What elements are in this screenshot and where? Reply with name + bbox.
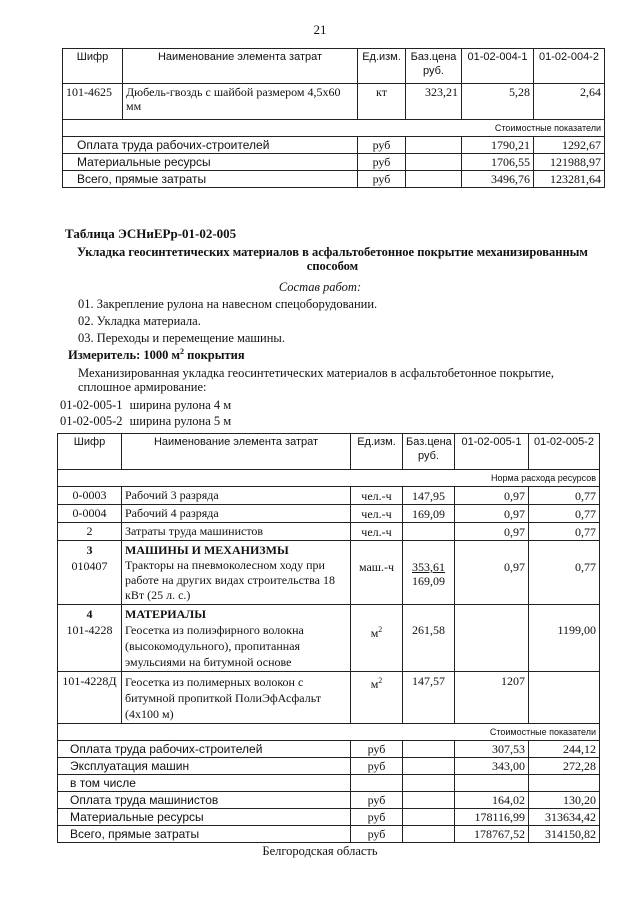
col-v1-header: 01-02-004-1	[462, 49, 534, 84]
total-v2: 272,28	[529, 758, 600, 775]
row-price: 261,58	[403, 605, 455, 672]
work-step: 02. Укладка материала.	[78, 314, 201, 328]
col-price-header: Баз.цена руб.	[403, 434, 455, 470]
total-row	[58, 775, 600, 792]
row-code: 0-0003	[58, 487, 122, 505]
variant-code: 01-02-005-2	[60, 414, 123, 428]
variant-text: ширина рулона 5 м	[129, 414, 232, 428]
total-row	[63, 137, 605, 154]
row-v1: 0,97	[455, 487, 529, 505]
meter-sup: 2	[180, 347, 185, 356]
unit-sup: 2	[378, 625, 383, 634]
row-v2: 0,77	[529, 505, 600, 523]
row-unit	[351, 672, 403, 724]
row-name: Рабочий 4 разряда	[122, 505, 351, 523]
total-v2: 121988,97	[534, 154, 605, 171]
composition-label: Состав работ:	[278, 280, 362, 294]
col-name-header: Наименование элемента затрат	[123, 49, 358, 84]
unit-text: м	[370, 626, 379, 640]
footer-region: Белгородская область	[262, 844, 378, 858]
table-row	[58, 487, 600, 505]
col-v2-header: 01-02-005-2	[529, 434, 600, 470]
total-label: Оплата труда рабочих-строителей	[58, 741, 351, 758]
row-v2: 2,64	[534, 84, 605, 120]
table-row	[58, 605, 600, 672]
total-row	[58, 809, 600, 826]
row-name-group	[122, 541, 351, 605]
row-v2: 0,77	[529, 523, 600, 541]
total-label: в том числе	[58, 775, 351, 792]
row-code: 101-4228	[66, 623, 113, 637]
row-v1: 0,97	[455, 541, 529, 605]
col-code-header: Шифр	[63, 49, 123, 84]
page-number: 21	[313, 22, 327, 37]
resource-table-2	[57, 433, 600, 843]
row-name: Тракторы на пневмоколесном ходу при работе на других видах строительства 18 кВт (25 л. с.)	[125, 558, 335, 602]
row-name: Рабочий 3 разряда	[122, 487, 351, 505]
table-header-row	[63, 49, 605, 84]
cost-label-row	[58, 724, 600, 741]
total-unit: руб	[358, 137, 406, 154]
row-name: Геосетка из полимерных волокон с битумной пропиткой ПолиЭфАсфальт (4х100 м)	[122, 672, 351, 724]
total-row	[63, 154, 605, 171]
col-code-header: Шифр	[58, 434, 122, 470]
col-name-header: Наименование элемента затрат	[122, 434, 351, 470]
row-code: 101-4228Д	[58, 672, 122, 724]
total-label: Материальные ресурсы	[63, 154, 358, 171]
row-code: 010407	[71, 559, 108, 573]
row-code-group	[58, 541, 122, 605]
row-unit: чел.-ч	[351, 523, 403, 541]
meter-label	[68, 347, 245, 363]
variant-code: 01-02-005-1	[60, 398, 123, 412]
row-v1: 5,28	[462, 84, 534, 120]
table-row	[58, 505, 600, 523]
norm-label: Норма расхода ресурсов	[58, 470, 600, 487]
row-unit: чел.-ч	[351, 487, 403, 505]
col-price-header: Баз.цена руб.	[406, 49, 462, 84]
total-label: Всего, прямые затраты	[58, 826, 351, 843]
group-code: 3	[86, 543, 93, 557]
unit-sup: 2	[378, 676, 383, 685]
variant-text: ширина рулона 4 м	[129, 398, 232, 412]
total-unit: руб	[358, 171, 406, 188]
meter-text: Измеритель: 1000 м	[68, 348, 181, 363]
total-v1: 307,53	[455, 741, 529, 758]
row-v1	[455, 605, 529, 672]
total-row	[63, 171, 605, 188]
total-v1: 164,02	[455, 792, 529, 809]
row-v2: 0,77	[529, 487, 600, 505]
table-row	[63, 84, 605, 120]
total-v2: 130,20	[529, 792, 600, 809]
row-code: 0-0004	[58, 505, 122, 523]
total-unit: руб	[351, 792, 403, 809]
row-unit: чел.-ч	[351, 505, 403, 523]
total-v1: 1790,21	[462, 137, 534, 154]
total-v2: 123281,64	[534, 171, 605, 188]
total-unit: руб	[351, 809, 403, 826]
group-heading: МАШИНЫ И МЕХАНИЗМЫ	[125, 543, 289, 557]
row-name-group	[122, 605, 351, 672]
row-name: Геосетка из полиэфирного волокна (высокомодульного), пропитанная эмульсиями на битумной основе	[125, 623, 304, 669]
row-v2	[529, 672, 600, 724]
section-subtitle: Укладка геосинтетических материалов в асфальтобетонное покрытие механизированным способом	[77, 245, 588, 273]
resource-table-1	[62, 48, 605, 188]
row-v2: 0,77	[529, 541, 600, 605]
row-code-group	[58, 605, 122, 672]
row-v1: 1207	[455, 672, 529, 724]
table-row	[58, 541, 600, 605]
total-unit: руб	[351, 741, 403, 758]
row-name: Дюбель-гвоздь с шайбой размером 4,5х60 мм	[123, 84, 358, 120]
cost-indicators-label: Стоимостные показатели	[63, 120, 605, 137]
row-price: 169,09	[412, 574, 445, 588]
total-v2: 244,12	[529, 741, 600, 758]
col-v2-header: 01-02-004-2	[534, 49, 605, 84]
row-price-group	[403, 541, 455, 605]
row-v1: 0,97	[455, 523, 529, 541]
col-unit-header: Ед.изм.	[351, 434, 403, 470]
total-unit: руб	[358, 154, 406, 171]
cost-indicators-label: Стоимостные показатели	[58, 724, 600, 741]
total-label: Материальные ресурсы	[58, 809, 351, 826]
total-unit: руб	[351, 758, 403, 775]
row-price: 353,61	[412, 560, 445, 574]
row-price: 323,21	[406, 84, 462, 120]
total-v1: 343,00	[455, 758, 529, 775]
row-unit: кт	[358, 84, 406, 120]
total-row	[58, 758, 600, 775]
total-row	[58, 826, 600, 843]
norm-label-row	[58, 470, 600, 487]
row-code: 2	[58, 523, 122, 541]
row-name: Затраты труда машинистов	[122, 523, 351, 541]
total-label: Всего, прямые затраты	[63, 171, 358, 188]
group-code: 4	[86, 607, 93, 621]
unit-text: м	[370, 677, 379, 691]
total-v2: 314150,82	[529, 826, 600, 843]
table-header-row	[58, 434, 600, 470]
total-v1: 3496,76	[462, 171, 534, 188]
row-unit	[351, 605, 403, 672]
row-price: 147,57	[403, 672, 455, 724]
total-v2: 313634,42	[529, 809, 600, 826]
variant-line	[60, 398, 231, 413]
total-unit: руб	[351, 826, 403, 843]
total-row	[58, 741, 600, 758]
row-price: 169,09	[403, 505, 455, 523]
row-code: 101-4625	[63, 84, 123, 120]
cost-label-row	[63, 120, 605, 137]
group-heading: МАТЕРИАЛЫ	[125, 607, 206, 621]
total-row	[58, 792, 600, 809]
work-description: Механизированная укладка геосинтетических материалов в асфальтобетонное покрытие, сплошное армирование:	[78, 366, 555, 394]
work-step: 01. Закрепление рулона на навесном спецоборудовании.	[78, 297, 378, 311]
meter-suffix: покрытия	[184, 348, 245, 363]
table-row	[58, 523, 600, 541]
row-unit: маш.-ч	[351, 541, 403, 605]
table-row	[58, 672, 600, 724]
row-v1: 0,97	[455, 505, 529, 523]
col-v1-header: 01-02-005-1	[455, 434, 529, 470]
row-v2: 1199,00	[529, 605, 600, 672]
total-v1: 178116,99	[455, 809, 529, 826]
col-unit-header: Ед.изм.	[358, 49, 406, 84]
total-v2: 1292,67	[534, 137, 605, 154]
total-label: Оплата труда рабочих-строителей	[63, 137, 358, 154]
section-title: Таблица ЭСНиЕРр-01-02-005	[65, 226, 237, 241]
row-price: 147,95	[403, 487, 455, 505]
total-label: Оплата труда машинистов	[58, 792, 351, 809]
total-v1: 178767,52	[455, 826, 529, 843]
variant-line	[60, 414, 231, 429]
total-v1: 1706,55	[462, 154, 534, 171]
work-step: 03. Переходы и перемещение машины.	[78, 331, 285, 345]
total-label: Эксплуатация машин	[58, 758, 351, 775]
